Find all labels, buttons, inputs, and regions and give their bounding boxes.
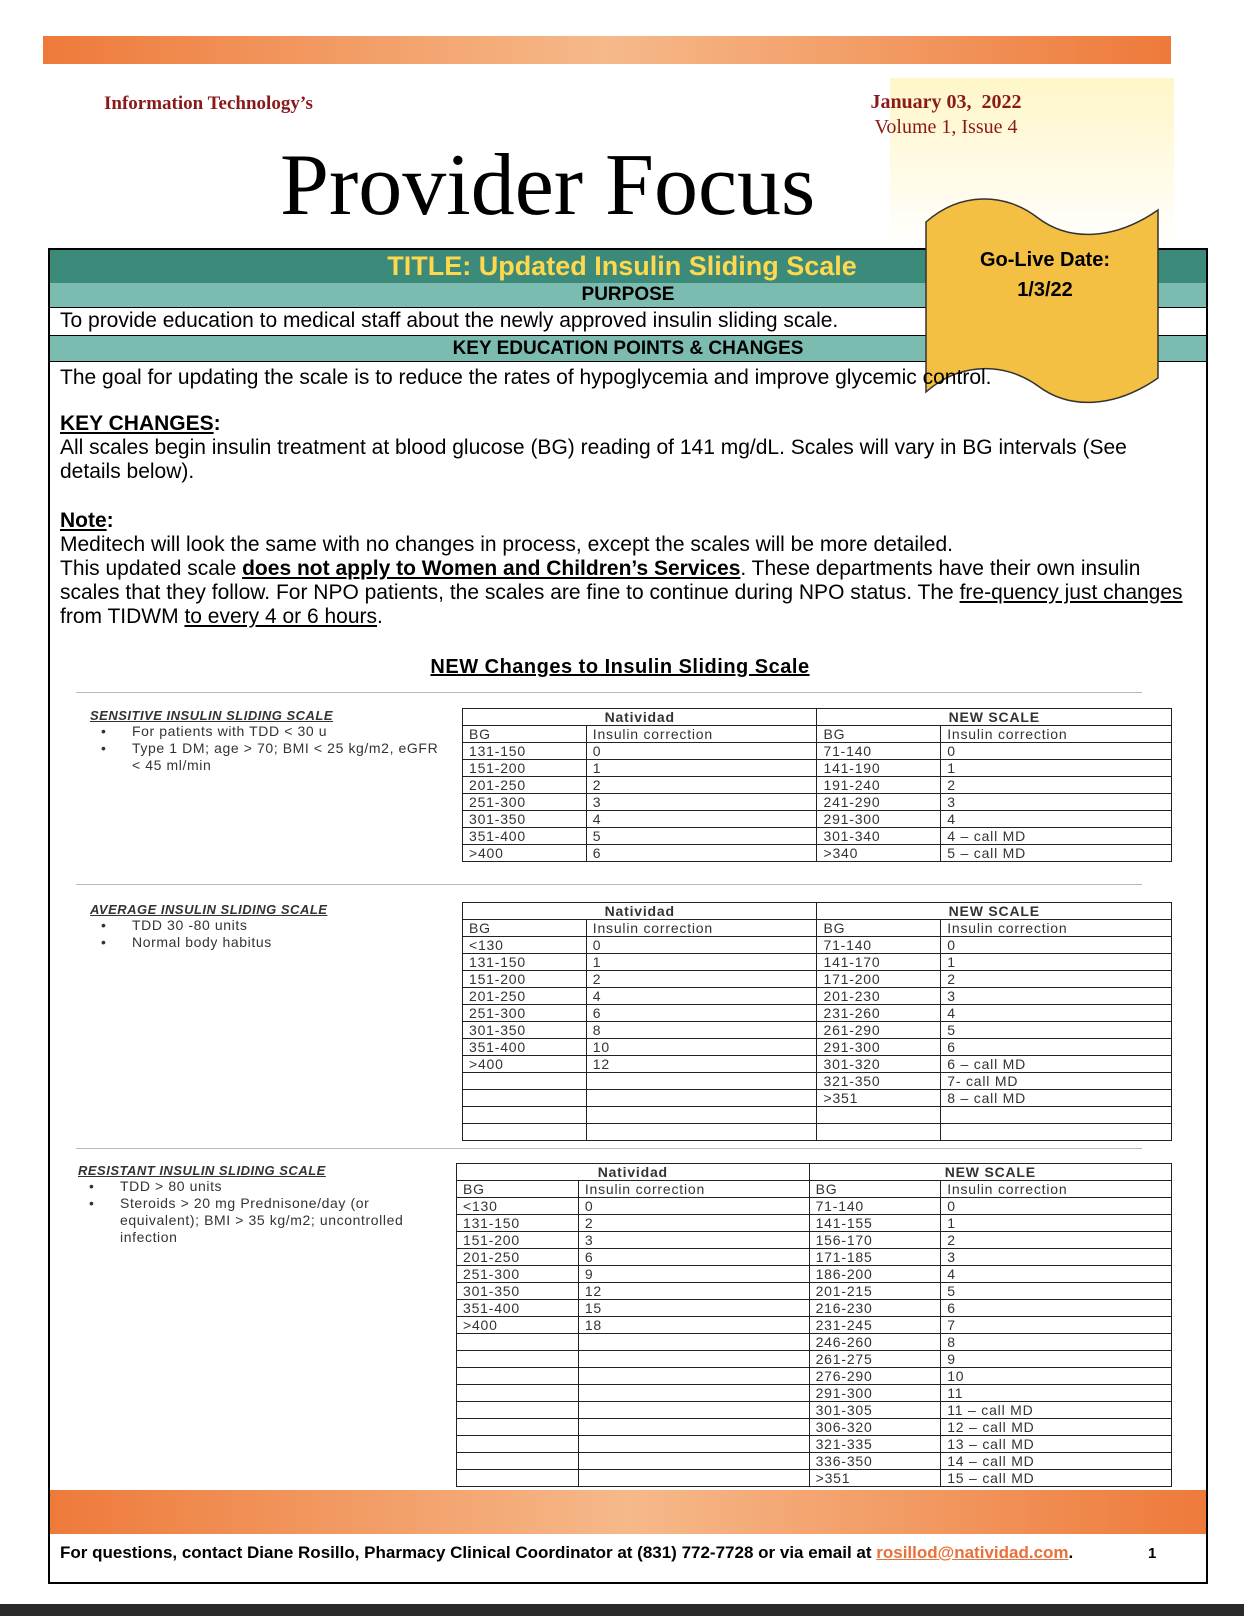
old-scale-header: Natividad bbox=[457, 1164, 810, 1181]
bullet-list bbox=[90, 723, 440, 774]
table-row bbox=[457, 1351, 1172, 1368]
note-block: Note: Meditech will look the same with no changes in process, except the scales will be more detailed. This updated scale does not apply to Women and Children’s Services. These departments have their own insulin scales that they follow. For NPO patients, the scales are fine to continue during NPO status. The fre-quency just changes from TIDWM to every 4 or 6 hours. bbox=[60, 509, 1190, 629]
table-row bbox=[457, 1334, 1172, 1351]
scales-heading: NEW Changes to Insulin Sliding Scale bbox=[430, 656, 810, 678]
article-title: TITLE: Updated Insulin Sliding Scale bbox=[387, 251, 857, 281]
issue-volume: Volume 1, Issue 4 bbox=[874, 116, 1018, 138]
new-bg-cell: 301-305 bbox=[809, 1402, 941, 1419]
new-insulin-cell: 13 – call MD bbox=[941, 1436, 1172, 1453]
average-section bbox=[90, 902, 440, 951]
bullet-item: • TDD 30 -80 units bbox=[90, 917, 440, 934]
new-scale-header: NEW SCALE bbox=[817, 709, 1172, 726]
table-row bbox=[457, 1300, 1172, 1317]
old-insulin-cell bbox=[586, 1124, 817, 1141]
resistant-section bbox=[78, 1163, 428, 1246]
old-insulin-cell: 2 bbox=[586, 777, 817, 794]
new-insulin-cell: 8 bbox=[941, 1334, 1172, 1351]
old-insulin-cell bbox=[586, 1073, 817, 1090]
new-bg-cell: 261-290 bbox=[817, 1022, 941, 1039]
new-insulin-cell: 3 bbox=[941, 988, 1172, 1005]
table-row bbox=[457, 1436, 1172, 1453]
new-scale-header: NEW SCALE bbox=[809, 1164, 1171, 1181]
new-bg-cell: 171-200 bbox=[817, 971, 941, 988]
old-bg-cell: 201-250 bbox=[463, 988, 587, 1005]
old-bg-cell bbox=[463, 1073, 587, 1090]
new-insulin-cell: 6 bbox=[941, 1039, 1172, 1056]
new-insulin-cell: 11 – call MD bbox=[941, 1402, 1172, 1419]
old-insulin-cell: 6 bbox=[586, 845, 817, 862]
new-bg-cell: 71-140 bbox=[817, 743, 941, 760]
go-live-text bbox=[940, 245, 1150, 305]
old-bg-cell: <130 bbox=[457, 1198, 579, 1215]
new-bg-cell: 301-340 bbox=[817, 828, 941, 845]
new-insulin-cell: 1 bbox=[941, 760, 1172, 777]
purpose-bar: PURPOSE bbox=[50, 283, 1206, 307]
old-insulin-cell: 10 bbox=[586, 1039, 817, 1056]
old-bg-cell bbox=[457, 1368, 579, 1385]
old-bg-cell bbox=[457, 1419, 579, 1436]
go-live-label: Go-Live Date: bbox=[979, 249, 1111, 271]
purpose-text: To provide education to medical staff about the newly approved insulin sliding scale. bbox=[60, 309, 839, 332]
bottom-shadow bbox=[0, 1604, 1244, 1616]
goal-text: The goal for updating the scale is to reduce the rates of hypoglycemia and improve glycemic control. bbox=[60, 366, 992, 389]
new-bg-cell: 216-230 bbox=[809, 1300, 941, 1317]
old-insulin-cell bbox=[578, 1402, 809, 1419]
old-insulin-cell: 12 bbox=[586, 1056, 817, 1073]
key-changes-text: All scales begin insulin treatment at blood glucose (BG) reading of 141 mg/dL. Scales will vary in BG intervals (See details below). bbox=[60, 436, 1127, 483]
new-bg-cell: 246-260 bbox=[809, 1334, 941, 1351]
top-orange-bar bbox=[43, 36, 1171, 64]
old-insulin-cell: 15 bbox=[578, 1300, 809, 1317]
bullet-item: • Steroids > 20 mg Prednisone/day (or equivalent); BMI > 35 kg/m2; uncontrolled infection bbox=[78, 1195, 428, 1246]
bullet-item: • Normal body habitus bbox=[90, 934, 440, 951]
new-insulin-cell: 12 – call MD bbox=[941, 1419, 1172, 1436]
new-insulin-cell: 4 bbox=[941, 1005, 1172, 1022]
new-bg-cell: 71-140 bbox=[809, 1198, 941, 1215]
note-line1: Meditech will look the same with no changes in process, except the scales will be more detailed. bbox=[60, 533, 953, 556]
col-insulin-label: Insulin correction bbox=[941, 726, 1172, 743]
table-row bbox=[457, 1198, 1172, 1215]
old-bg-cell bbox=[457, 1334, 579, 1351]
table-row bbox=[463, 743, 1172, 760]
old-bg-cell: <130 bbox=[463, 937, 587, 954]
table-row bbox=[457, 1385, 1172, 1402]
old-insulin-cell bbox=[578, 1453, 809, 1470]
old-bg-cell: 201-250 bbox=[463, 777, 587, 794]
issue-info bbox=[856, 90, 1036, 140]
old-bg-cell bbox=[457, 1385, 579, 1402]
new-bg-cell: 141-170 bbox=[817, 954, 941, 971]
section-separator bbox=[76, 884, 1142, 885]
scales-heading-wrap bbox=[0, 656, 1244, 679]
old-insulin-cell: 2 bbox=[578, 1215, 809, 1232]
table-header-row bbox=[463, 903, 1172, 920]
new-insulin-cell: 1 bbox=[941, 1215, 1172, 1232]
old-bg-cell bbox=[457, 1453, 579, 1470]
table-row bbox=[457, 1283, 1172, 1300]
new-insulin-cell: 3 bbox=[941, 1249, 1172, 1266]
old-insulin-cell: 5 bbox=[586, 828, 817, 845]
old-bg-cell: 151-200 bbox=[463, 971, 587, 988]
table-row bbox=[463, 845, 1172, 862]
old-bg-cell: 201-250 bbox=[457, 1249, 579, 1266]
old-bg-cell bbox=[463, 1090, 587, 1107]
new-bg-cell: 71-140 bbox=[817, 937, 941, 954]
new-bg-cell: 171-185 bbox=[809, 1249, 941, 1266]
old-bg-cell bbox=[457, 1470, 579, 1487]
issue-date: January 03, 2022 bbox=[870, 91, 1022, 113]
col-insulin-label: Insulin correction bbox=[578, 1181, 809, 1198]
table-header-row bbox=[463, 709, 1172, 726]
old-bg-cell: 351-400 bbox=[457, 1300, 579, 1317]
new-insulin-cell: 1 bbox=[941, 954, 1172, 971]
table-row bbox=[463, 1124, 1172, 1141]
old-bg-cell bbox=[463, 1124, 587, 1141]
new-bg-cell: >351 bbox=[809, 1470, 941, 1487]
old-bg-cell bbox=[457, 1351, 579, 1368]
old-insulin-cell: 0 bbox=[586, 743, 817, 760]
old-insulin-cell bbox=[578, 1385, 809, 1402]
old-insulin-cell: 0 bbox=[586, 937, 817, 954]
table-row bbox=[463, 1005, 1172, 1022]
col-bg-label: BG bbox=[463, 726, 587, 743]
new-insulin-cell: 15 – call MD bbox=[941, 1470, 1172, 1487]
exclusion-text: does not apply to Women and Children’s Services bbox=[242, 557, 741, 580]
table-row bbox=[463, 1073, 1172, 1090]
old-insulin-cell bbox=[586, 1090, 817, 1107]
new-insulin-cell: 2 bbox=[941, 971, 1172, 988]
old-bg-cell bbox=[463, 1107, 587, 1124]
new-insulin-cell: 0 bbox=[941, 937, 1172, 954]
new-insulin-cell: 0 bbox=[941, 1198, 1172, 1215]
new-bg-cell: >340 bbox=[817, 845, 941, 862]
new-bg-cell: 156-170 bbox=[809, 1232, 941, 1249]
old-insulin-cell: 4 bbox=[586, 811, 817, 828]
new-insulin-cell: 2 bbox=[941, 777, 1172, 794]
old-bg-cell bbox=[457, 1402, 579, 1419]
new-bg-cell: 191-240 bbox=[817, 777, 941, 794]
old-insulin-cell: 3 bbox=[578, 1232, 809, 1249]
col-insulin-label: Insulin correction bbox=[586, 726, 817, 743]
new-bg-cell: 291-300 bbox=[809, 1385, 941, 1402]
table-header-row bbox=[457, 1164, 1172, 1181]
old-insulin-cell bbox=[578, 1351, 809, 1368]
new-insulin-cell: 4 – call MD bbox=[941, 828, 1172, 845]
old-bg-cell: >400 bbox=[457, 1317, 579, 1334]
section-title: AVERAGE INSULIN SLIDING SCALE bbox=[90, 902, 328, 917]
new-bg-cell: 321-350 bbox=[817, 1073, 941, 1090]
new-bg-cell: 301-320 bbox=[817, 1056, 941, 1073]
old-bg-cell: 351-400 bbox=[463, 1039, 587, 1056]
old-scale-header: Natividad bbox=[463, 709, 817, 726]
table-row bbox=[457, 1215, 1172, 1232]
col-bg-label: BG bbox=[817, 920, 941, 937]
column-header-row bbox=[457, 1181, 1172, 1198]
sensitive-section bbox=[90, 708, 440, 774]
col-bg-label: BG bbox=[809, 1181, 941, 1198]
bullet-item: • Type 1 DM; age > 70; BMI < 25 kg/m2, eGFR < 45 ml/min bbox=[90, 740, 440, 774]
table-row bbox=[457, 1232, 1172, 1249]
bottom-orange-bar bbox=[50, 1490, 1206, 1534]
old-insulin-cell bbox=[578, 1436, 809, 1453]
resistant-scale-table bbox=[456, 1163, 1172, 1487]
new-bg-cell: 261-275 bbox=[809, 1351, 941, 1368]
average-scale-table bbox=[462, 902, 1172, 1141]
old-insulin-cell: 9 bbox=[578, 1266, 809, 1283]
col-insulin-label: Insulin correction bbox=[941, 920, 1172, 937]
new-scale-header: NEW SCALE bbox=[817, 903, 1172, 920]
old-insulin-cell bbox=[578, 1334, 809, 1351]
bullet-list bbox=[90, 917, 440, 951]
new-bg-cell: 141-155 bbox=[809, 1215, 941, 1232]
key-changes-heading: KEY CHANGES bbox=[60, 412, 214, 435]
table-row bbox=[463, 971, 1172, 988]
new-insulin-cell: 10 bbox=[941, 1368, 1172, 1385]
old-bg-cell: >400 bbox=[463, 1056, 587, 1073]
new-insulin-cell: 5 bbox=[941, 1022, 1172, 1039]
column-header-row bbox=[463, 920, 1172, 937]
bullet-item: • For patients with TDD < 30 u bbox=[90, 723, 440, 740]
old-insulin-cell: 3 bbox=[586, 794, 817, 811]
table-row bbox=[463, 777, 1172, 794]
old-insulin-cell: 2 bbox=[586, 971, 817, 988]
table-row bbox=[463, 811, 1172, 828]
new-bg-cell: 231-260 bbox=[817, 1005, 941, 1022]
new-bg-cell: 336-350 bbox=[809, 1453, 941, 1470]
new-insulin-cell: 3 bbox=[941, 794, 1172, 811]
old-insulin-cell bbox=[578, 1470, 809, 1487]
table-row bbox=[463, 760, 1172, 777]
new-bg-cell: 306-320 bbox=[809, 1419, 941, 1436]
new-insulin-cell bbox=[941, 1124, 1172, 1141]
new-insulin-cell: 9 bbox=[941, 1351, 1172, 1368]
table-row bbox=[463, 828, 1172, 845]
table-row bbox=[463, 1039, 1172, 1056]
col-insulin-label: Insulin correction bbox=[586, 920, 817, 937]
new-bg-cell: 241-290 bbox=[817, 794, 941, 811]
col-bg-label: BG bbox=[457, 1181, 579, 1198]
page-number: 1 bbox=[1148, 1545, 1157, 1562]
new-bg-cell: 291-300 bbox=[817, 811, 941, 828]
table-row bbox=[457, 1419, 1172, 1436]
old-insulin-cell: 6 bbox=[586, 1005, 817, 1022]
new-insulin-cell: 4 bbox=[941, 1266, 1172, 1283]
section-separator bbox=[76, 692, 1142, 693]
old-bg-cell: 151-200 bbox=[457, 1232, 579, 1249]
new-bg-cell: 231-245 bbox=[809, 1317, 941, 1334]
old-bg-cell: 131-150 bbox=[463, 954, 587, 971]
old-insulin-cell: 6 bbox=[578, 1249, 809, 1266]
old-bg-cell: 251-300 bbox=[463, 1005, 587, 1022]
new-insulin-cell: 0 bbox=[941, 743, 1172, 760]
table-row bbox=[463, 1056, 1172, 1073]
table-row bbox=[457, 1368, 1172, 1385]
new-insulin-cell: 6 bbox=[941, 1300, 1172, 1317]
note-heading: Note bbox=[60, 509, 107, 532]
col-insulin-label: Insulin correction bbox=[941, 1181, 1172, 1198]
old-insulin-cell bbox=[578, 1368, 809, 1385]
table-row bbox=[463, 1107, 1172, 1124]
new-bg-cell: 276-290 bbox=[809, 1368, 941, 1385]
new-insulin-cell: 4 bbox=[941, 811, 1172, 828]
table-row bbox=[457, 1266, 1172, 1283]
old-bg-cell: 351-400 bbox=[463, 828, 587, 845]
new-bg-cell: 201-230 bbox=[817, 988, 941, 1005]
contact-email-link[interactable]: rosillod@natividad.com bbox=[876, 1543, 1069, 1562]
table-row bbox=[463, 794, 1172, 811]
old-bg-cell: 151-200 bbox=[463, 760, 587, 777]
new-insulin-cell: 2 bbox=[941, 1232, 1172, 1249]
new-insulin-cell: 11 bbox=[941, 1385, 1172, 1402]
col-bg-label: BG bbox=[817, 726, 941, 743]
old-insulin-cell: 8 bbox=[586, 1022, 817, 1039]
bullet-item: • TDD > 80 units bbox=[78, 1178, 428, 1195]
col-bg-label: BG bbox=[463, 920, 587, 937]
old-bg-cell: 301-350 bbox=[463, 811, 587, 828]
old-bg-cell: 251-300 bbox=[457, 1266, 579, 1283]
key-points-bar: KEY EDUCATION POINTS & CHANGES bbox=[50, 335, 1206, 362]
new-bg-cell: 291-300 bbox=[817, 1039, 941, 1056]
old-insulin-cell: 12 bbox=[578, 1283, 809, 1300]
new-insulin-cell: 7- call MD bbox=[941, 1073, 1172, 1090]
new-bg-cell bbox=[817, 1107, 941, 1124]
old-bg-cell: 301-350 bbox=[457, 1283, 579, 1300]
go-live-date: 1/3/22 bbox=[1017, 279, 1073, 301]
old-bg-cell: >400 bbox=[463, 845, 587, 862]
old-insulin-cell: 0 bbox=[578, 1198, 809, 1215]
table-row bbox=[463, 954, 1172, 971]
table-row bbox=[463, 1090, 1172, 1107]
new-insulin-cell bbox=[941, 1107, 1172, 1124]
old-insulin-cell: 1 bbox=[586, 954, 817, 971]
table-row bbox=[457, 1453, 1172, 1470]
new-insulin-cell: 6 – call MD bbox=[941, 1056, 1172, 1073]
section-title: SENSITIVE INSULIN SLIDING SCALE bbox=[90, 708, 334, 723]
new-bg-cell: 186-200 bbox=[809, 1266, 941, 1283]
new-bg-cell: >351 bbox=[817, 1090, 941, 1107]
footer-text: For questions, contact Diane Rosillo, Pharmacy Clinical Coordinator at (831) 772-7728 or via email at bbox=[60, 1543, 877, 1562]
table-row bbox=[457, 1402, 1172, 1419]
old-insulin-cell: 18 bbox=[578, 1317, 809, 1334]
old-insulin-cell bbox=[578, 1419, 809, 1436]
new-bg-cell bbox=[817, 1124, 941, 1141]
table-row bbox=[457, 1249, 1172, 1266]
note-line2: This updated scale does not apply to Women and Children’s Services. These departments have their own insulin scales that they follow. For NPO patients, the scales are fine to continue during NPO status. The fre-quency just changes from TIDWM to every 4 or 6 hours. bbox=[60, 557, 1183, 628]
old-bg-cell bbox=[457, 1436, 579, 1453]
new-bg-cell: 141-190 bbox=[817, 760, 941, 777]
org-name: Information Technology’s bbox=[104, 93, 313, 114]
old-insulin-cell: 4 bbox=[586, 988, 817, 1005]
new-bg-cell: 321-335 bbox=[809, 1436, 941, 1453]
section-separator bbox=[76, 1148, 1142, 1149]
masthead-title: Provider Focus bbox=[280, 137, 816, 234]
old-insulin-cell: 1 bbox=[586, 760, 817, 777]
old-scale-header: Natividad bbox=[463, 903, 817, 920]
bullet-list bbox=[78, 1178, 428, 1246]
old-bg-cell: 301-350 bbox=[463, 1022, 587, 1039]
new-bg-cell: 201-215 bbox=[809, 1283, 941, 1300]
sensitive-scale-table bbox=[462, 708, 1172, 862]
old-bg-cell: 131-150 bbox=[463, 743, 587, 760]
old-insulin-cell bbox=[586, 1107, 817, 1124]
old-bg-cell: 251-300 bbox=[463, 794, 587, 811]
old-bg-cell: 131-150 bbox=[457, 1215, 579, 1232]
new-insulin-cell: 5 bbox=[941, 1283, 1172, 1300]
new-insulin-cell: 8 – call MD bbox=[941, 1090, 1172, 1107]
table-row bbox=[463, 988, 1172, 1005]
section-title: RESISTANT INSULIN SLIDING SCALE bbox=[78, 1163, 326, 1178]
table-row bbox=[463, 1022, 1172, 1039]
footer-contact: For questions, contact Diane Rosillo, Pharmacy Clinical Coordinator at (831) 772-7728 or via email at rosillod@natividad.com. bbox=[60, 1543, 1074, 1562]
key-changes-block: KEY CHANGES: All scales begin insulin treatment at blood glucose (BG) reading of 141 mg/dL. Scales will vary in BG intervals (See details below). bbox=[60, 412, 1190, 484]
new-insulin-cell: 14 – call MD bbox=[941, 1453, 1172, 1470]
new-insulin-cell: 5 – call MD bbox=[941, 845, 1172, 862]
table-row bbox=[457, 1317, 1172, 1334]
column-header-row bbox=[463, 726, 1172, 743]
new-insulin-cell: 7 bbox=[941, 1317, 1172, 1334]
table-row bbox=[463, 937, 1172, 954]
table-row bbox=[457, 1470, 1172, 1487]
